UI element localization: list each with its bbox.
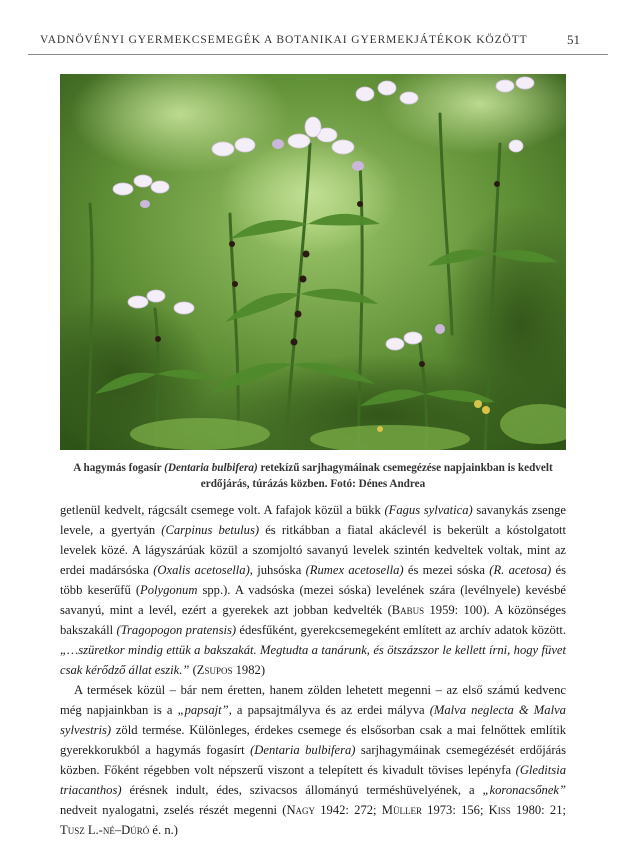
author-citation: Kiss (488, 803, 511, 817)
latin-or-quote-run: „koronacsőnek” (482, 783, 566, 797)
text-run: 1982) (232, 663, 266, 677)
text-run: sarjhagymáinak csemegézését erdőjárás közben. Főként régebben volt népszerű viszont a telepített és kivadult tövises lepényfa (60, 743, 567, 777)
text-run: , juhsóska (249, 563, 306, 577)
caption-latin-name: (Dentaria bulbifera) (164, 462, 258, 474)
latin-or-quote-run: (Gleditsia triacanthos) (60, 763, 566, 797)
text-run: A termések közül – bár nem éretten, hanem zölden lehetett megenni – az első számú kedvenc még napjainkban is a (60, 683, 566, 717)
text-run: és több keserűfű ( (60, 563, 567, 597)
running-title: VADNÖVÉNYI GYERMEKCSEMEGÉK A BOTANIKAI GYERMEKJÁTÉKOK KÖZÖTT (40, 34, 528, 46)
author-citation: Zsupos (196, 663, 233, 677)
text-run: getlenül kedvelt, rágcsált csemege volt. A fafajok közül a bükk (60, 503, 385, 517)
text-run: , a papsajtmályva és az erdei mályva (228, 703, 430, 717)
latin-or-quote-run: (R. acetosa) (489, 563, 552, 577)
author-citation: Tusz L.-né–Dúró (60, 823, 150, 837)
latin-or-quote-run: Polygonum (140, 583, 198, 597)
author-citation: Nagy (286, 803, 316, 817)
latin-or-quote-run: (Carpinus betulus) (161, 523, 260, 537)
text-run: ( (189, 663, 197, 677)
text-run: zöld termése. Különleges, érdekes csemege és elsősorban csak a mai felnőttek említik gyerekkorukból a hagymás fogasírt (60, 723, 566, 757)
latin-or-quote-run: (Oxalis acetosella) (153, 563, 250, 577)
latin-or-quote-run: „papsajt” (177, 703, 229, 717)
author-citation: Babus (391, 603, 425, 617)
running-header (28, 30, 608, 55)
author-citation: Müller (381, 803, 422, 817)
text-run: 1973: 156; (421, 803, 489, 817)
text-run: és ritkábban a fiatal akáclevél is bekerült a kóstolgatott levelek közé. A lágyszárúak közül a szomjoltó savanyú levelek szintén kedveltek voltak, mint az erdei madársóska (60, 523, 567, 577)
text-run: é. n.) (149, 823, 178, 837)
latin-or-quote-run: (Tragopogon pratensis) (116, 623, 237, 637)
text-run: savanykás zsenge levele, a gyertyán (60, 503, 566, 537)
latin-or-quote-run: „…szüretkor mindig ettük a bakszakát. Megtudta a tanárunk, és ötszázszor le kellett írni, hogy füvet csak kérődző állat eszik.” (60, 643, 566, 677)
latin-or-quote-run: (Malva neglecta & Malva sylvestris) (60, 703, 566, 737)
text-run: spp.). A vadsóska (mezei sóska) levelének szára (levélnyele) kevésbé savanyú, mint a levél, ezért a gyerekek azt jobban kedvelték ( (60, 583, 566, 617)
text-run: nedveit nyalogatni, zselés részét megenni ( (60, 803, 287, 817)
flower-photo (60, 74, 566, 450)
caption-text-1: A hagymás fogasír (73, 462, 165, 474)
text-run: érésnek indult, édes, szivacsos állományú terméshüvelyének, a (121, 783, 483, 797)
paragraph-2 (60, 680, 566, 840)
latin-or-quote-run: (Dentaria bulbifera) (250, 743, 356, 757)
dentaria-bulbifera-photo (60, 74, 566, 450)
text-run: édesfűként, gyerekcsemegeként említett az archív adatok között. (236, 623, 566, 637)
text-run: és mezei sóska (403, 563, 490, 577)
text-run: 1980: 21; (510, 803, 566, 817)
caption-text-2: retekízű sarjhagymáinak csemegézése napjainkban is kedvelt erdőjárás, túrázás közben. Fotó: Dénes Andrea (200, 462, 553, 490)
text-run: 1959: 100). A közönséges bakszakáll (60, 603, 566, 637)
text-run: 1942: 272; (315, 803, 382, 817)
paragraph-1 (60, 500, 566, 680)
figure-caption (70, 460, 556, 492)
latin-or-quote-run: (Fagus sylvatica) (384, 503, 473, 517)
page-number: 51 (567, 32, 580, 47)
body-text (60, 500, 566, 840)
latin-or-quote-run: (Rumex acetosella) (305, 563, 404, 577)
